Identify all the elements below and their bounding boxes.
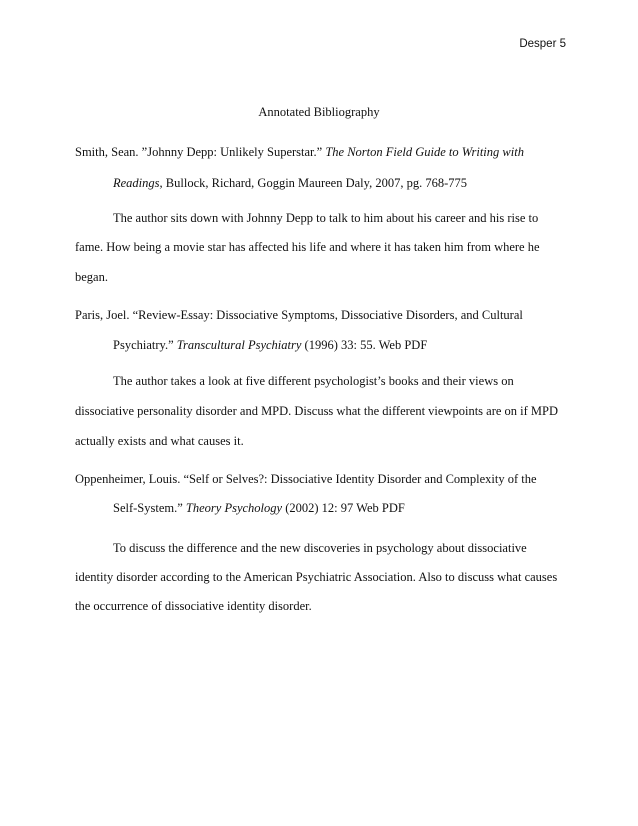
citation-text: Self-System.” <box>113 501 186 515</box>
citation-source-title: The Norton Field Guide to Writing with <box>325 145 524 159</box>
page-title: Annotated Bibliography <box>258 105 380 119</box>
citation-text: Bullock, Richard, Goggin Maureen Daly, 2007, pg. 768-775 <box>162 176 468 190</box>
citation-text: Smith, Sean. ”Johnny Depp: Unlikely Superstar.” <box>75 145 326 159</box>
citation-source-title: Transcultural Psychiatry <box>176 338 302 352</box>
annotation-line: The author takes a look at five different psychologist’s books and their views on <box>113 374 514 388</box>
annotation-line: dissociative personality disorder and MPD. Discuss what the different viewpoints are on if MPD <box>75 404 559 418</box>
citation-text: Psychiatry.” <box>113 338 177 352</box>
citation-line <box>75 145 524 160</box>
citation-text: (2002) 12: 97 Web PDF <box>282 501 405 515</box>
citation-source-title: Readings, <box>113 176 163 190</box>
citation-line: Oppenheimer, Louis. “Self or Selves?: Dissociative Identity Disorder and Complexity of the <box>75 472 537 486</box>
citation-line <box>113 501 405 516</box>
citation-source-title: Theory Psychology <box>185 501 283 515</box>
annotation-line: To discuss the difference and the new discoveries in psychology about dissociative <box>113 541 527 555</box>
citation-line: Paris, Joel. “Review-Essay: Dissociative Symptoms, Dissociative Disorders, and Cultural <box>75 308 523 322</box>
citation-text: (1996) 33: 55. Web PDF <box>301 338 428 352</box>
annotation-line: the occurrence of dissociative identity disorder. <box>75 599 312 613</box>
annotation-line: fame. How being a movie star has affected his life and where it has taken him from where he <box>75 240 540 254</box>
annotation-line: actually exists and what causes it. <box>75 434 244 448</box>
annotation-line: The author sits down with Johnny Depp to talk to him about his career and his rise to <box>113 211 539 225</box>
citation-line <box>113 176 467 191</box>
annotation-line: began. <box>75 270 108 284</box>
citation-line <box>113 338 427 353</box>
annotation-line: identity disorder according to the American Psychiatric Association. Also to discuss what causes <box>75 570 558 584</box>
page-header: Desper 5 <box>519 38 566 50</box>
